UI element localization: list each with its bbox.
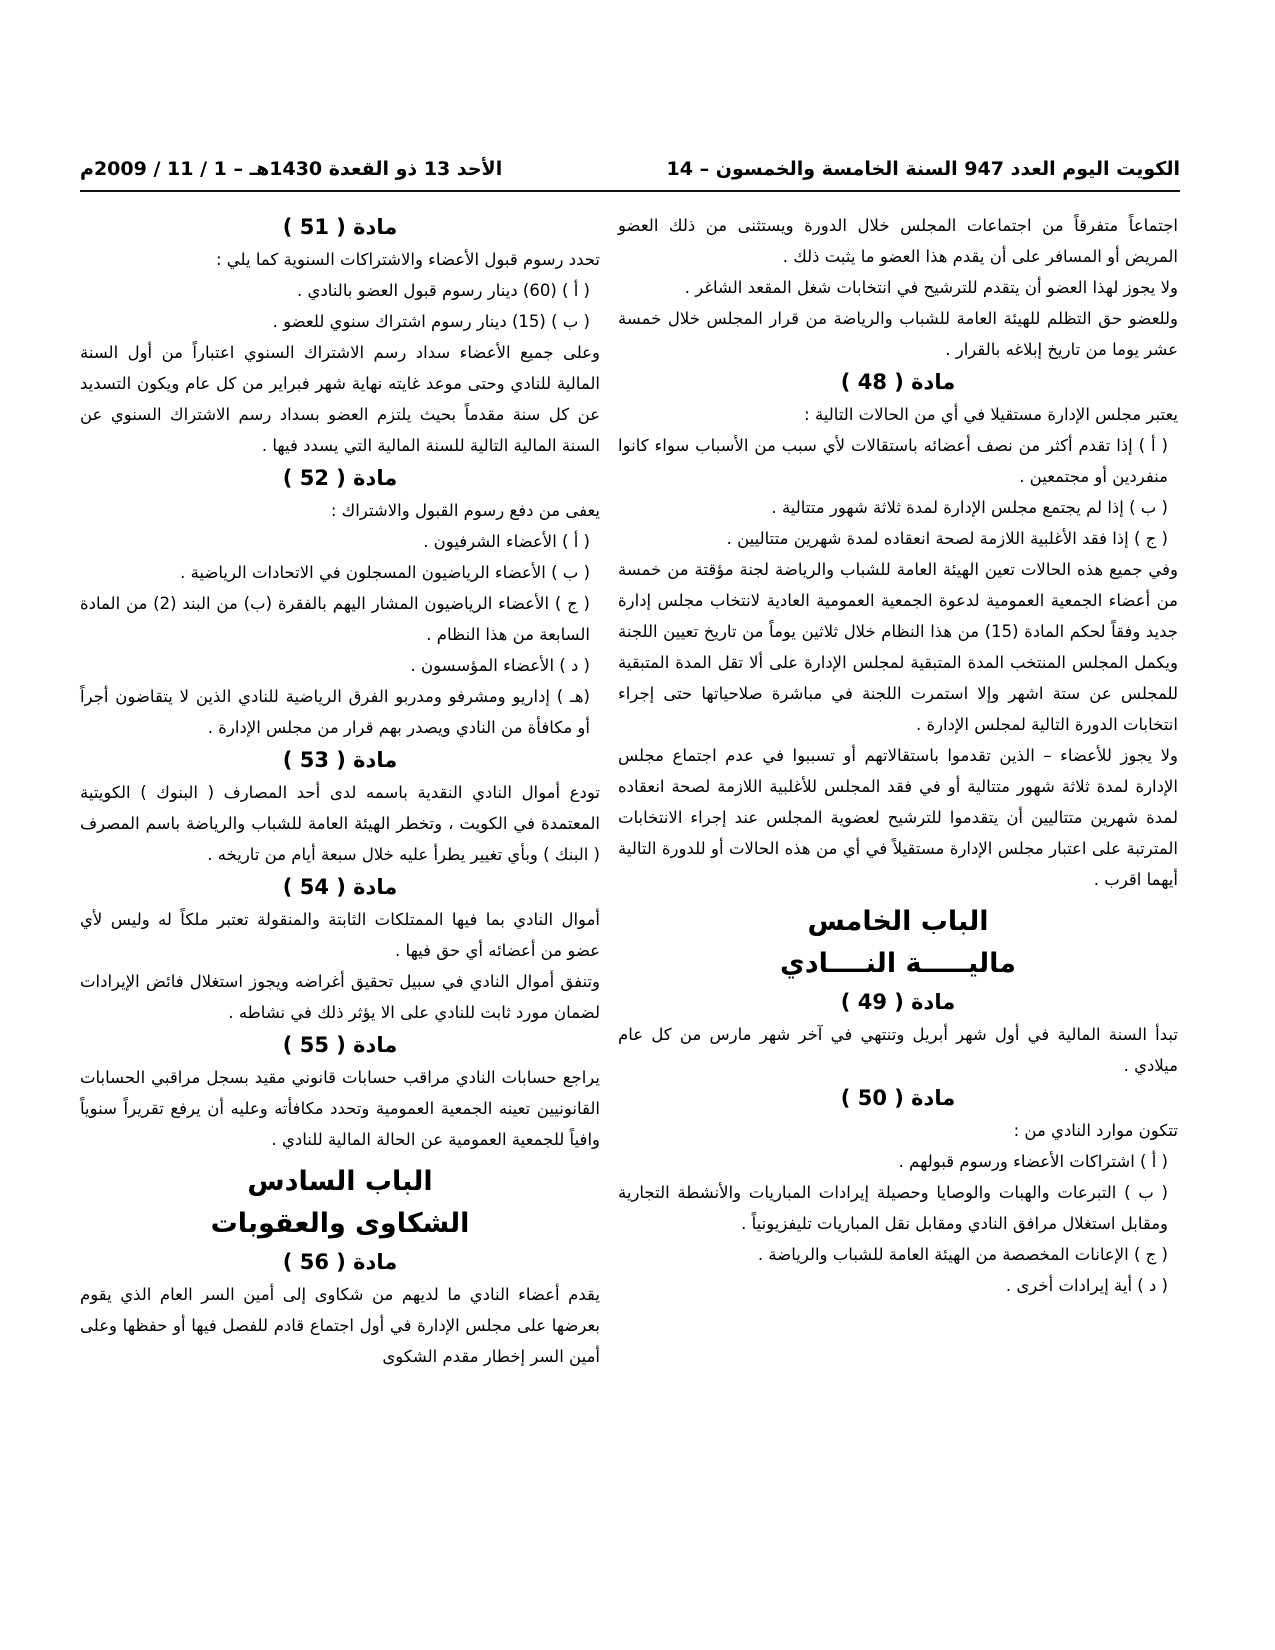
article-55-title: مادة ( 55 ) bbox=[282, 1033, 398, 1057]
paragraph: ولا يجوز للأعضاء – الذين تقدموا باستقالاتهم أو تسببوا في عدم اجتماع مجلس الإدارة لمدة ثلاثة شهور متتالية أو في فقد المجلس للأغلبية اللازمة لصحة انعقاده لمدة شهرين متتاليين أن يتقدموا للترشيح لعضوية المجلس عند إجراء الانتخابات المترتبة على اعتبار مجلس الإدارة مستقيلاً في أي من هذه الحالات أو للدورة التالية أيهما اقرب . bbox=[618, 746, 1178, 889]
article-55-text: يراجع حسابات النادي مراقب حسابات قانوني مقيد بسجل مراقبي الحسابات القانونيين تعينه الجمعية العمومية وتحدد مكافأته وعليه أن يرفع تقريراً سنوياً وافياً للجمعية العمومية عن الحالة المالية للنادي . bbox=[80, 1068, 600, 1149]
chapter-5-title: ماليـــــة النــــادي bbox=[780, 948, 1016, 979]
article-52-item-d: ( د ) الأعضاء المؤسسون . bbox=[410, 656, 590, 675]
article-51-intro: تحدد رسوم قبول الأعضاء والاشتراكات السنوية كما يلي : bbox=[216, 250, 600, 269]
article-50-item-b: ( ب ) التبرعات والهبات والوصايا وحصيلة إيرادات المباريات والأنشطة التجارية ومقابل استغلال مرافق النادي ومقابل نقل المباريات تليفزيونياً . bbox=[618, 1183, 1168, 1233]
article-48-item-c: ( ج ) إذا فقد الأغلبية اللازمة لصحة انعقاده لمدة شهرين متتاليين . bbox=[726, 529, 1168, 548]
header-date: الأحد 13 ذو القعدة 1430هـ – 1 / 11 / 2009م bbox=[80, 158, 503, 180]
article-52-item-e: (هـ ) إداريو ومشرفو ومدربو الفرق الرياضية للنادي الذين لا يتقاضون أجراً أو مكافأة من النادي ويصدر بهم قرار من مجلس الإدارة . bbox=[80, 687, 590, 737]
article-50-item-d: ( د ) أية إيرادات أخرى . bbox=[1005, 1276, 1168, 1295]
paragraph: أموال النادي بما فيها الممتلكات الثابتة والمنقولة تعتبر ملكاً له وليس لأي عضو من أعضائه أي حق فيها . bbox=[80, 910, 600, 960]
chapter-5-heading: الباب الخامس bbox=[807, 906, 989, 937]
paragraph: ولا يجوز لهذا العضو أن يتقدم للترشيح في انتخابات شغل المقعد الشاغر . bbox=[684, 278, 1178, 297]
article-53-title: مادة ( 53 ) bbox=[282, 748, 398, 772]
paragraph: وللعضو حق التظلم للهيئة العامة للشباب والرياضة من قرار المجلس خلال خمسة عشر يوما من تاريخ إبلاغه بالقرار . bbox=[618, 309, 1178, 359]
paragraph: وفي جميع هذه الحالات تعين الهيئة العامة للشباب والرياضة لجنة مؤقتة من خمسة من أعضاء الجمعية العمومية لدعوة الجمعية العمومية العادية لانتخاب مجلس إدارة جديد وفقاً لحكم المادة (15) من هذا النظام خلال ثلاثين يوماً من تاريخ تعيين اللجنة ويكمل المجلس المنتخب المدة المتبقية لمجلس الإدارة على ألا تقل المدة المتبقية للمجلس عن ستة اشهر وإلا استمرت اللجنة في مباشرة صلاحياتها حتى إجراء انتخابات الدورة التالية لمجلس الإدارة . bbox=[618, 560, 1178, 734]
article-48-title: مادة ( 48 ) bbox=[840, 370, 956, 394]
article-50-title: مادة ( 50 ) bbox=[840, 1086, 956, 1110]
article-51-item-a: ( أ ) (60) دينار رسوم قبول العضو بالنادي . bbox=[297, 281, 590, 300]
page-header bbox=[80, 158, 1180, 188]
article-54-title: مادة ( 54 ) bbox=[282, 875, 398, 899]
header-publication-info: الكويت اليوم العدد 947 السنة الخامسة والخمسون – 14 bbox=[666, 158, 1180, 180]
article-48-intro: يعتبر مجلس الإدارة مستقيلا في أي من الحالات التالية : bbox=[804, 405, 1178, 424]
article-50-intro: تتكون موارد النادي من : bbox=[1013, 1121, 1178, 1140]
article-56-title: مادة ( 56 ) bbox=[282, 1250, 398, 1274]
article-48-item-a: ( أ ) إذا تقدم أكثر من نصف أعضائه باستقالات لأي سبب من الأسباب سواء كانوا منفردين أو مجتمعين . bbox=[618, 436, 1168, 486]
paragraph: وتنفق أموال النادي في سبيل تحقيق أغراضه ويجوز استغلال فائض الإيرادات لضمان مورد ثابت للنادي على الا يؤثر ذلك في نشاطه . bbox=[80, 972, 600, 1022]
article-49-text: تبدأ السنة المالية في أول شهر أبريل وتنتهي في آخر شهر مارس من كل عام ميلادي . bbox=[618, 1025, 1178, 1075]
article-48-item-b: ( ب ) إذا لم يجتمع مجلس الإدارة لمدة ثلاثة شهور متتالية . bbox=[771, 498, 1168, 517]
article-52-item-c: ( ج ) الأعضاء الرياضيون المشار اليهم بالفقرة (ب) من البند (2) من المادة السابعة من هذا النظام . bbox=[80, 594, 590, 644]
paragraph: اجتماعاً متفرقاً من اجتماعات المجلس خلال الدورة ويستثنى من ذلك العضو المريض أو المسافر على أن يقدم هذا العضو ما يثبت ذلك . bbox=[618, 216, 1178, 266]
article-52-item-b: ( ب ) الأعضاء الرياضيون المسجلون في الاتحادات الرياضية . bbox=[180, 563, 590, 582]
chapter-6-heading: الباب السادس bbox=[247, 1166, 433, 1197]
article-51-title: مادة ( 51 ) bbox=[282, 215, 398, 239]
article-50-item-a: ( أ ) اشتراكات الأعضاء ورسوم قبولهم . bbox=[898, 1152, 1168, 1171]
article-53-text: تودع أموال النادي النقدية باسمه لدى أحد المصارف ( البنوك ) الكويتية المعتمدة في الكويت ، وتخطر الهيئة العامة للشباب والرياضة باسم المصرف ( البنك ) وبأي تغيير يطرأ عليه خلال سبعة أيام من تاريخه . bbox=[80, 783, 600, 864]
article-56-text: يقدم أعضاء النادي ما لديهم من شكاوى إلى أمين السر العام الذي يقوم بعرضها على مجلس الإدارة في أول اجتماع قادم للفصل فيها أو حفظها وعلى أمين السر إخطار مقدم الشكوى bbox=[80, 1285, 600, 1366]
chapter-6-title: الشكاوى والعقوبات bbox=[210, 1208, 470, 1239]
article-52-intro: يعفى من دفع رسوم القبول والاشتراك : bbox=[330, 501, 600, 520]
paragraph: وعلى جميع الأعضاء سداد رسم الاشتراك السنوي اعتباراً من أول السنة المالية للنادي وحتى موعد غايته نهاية شهر فبراير من كل عام ويكون التسديد عن كل سنة مقدماً بحيث يلتزم العضو بسداد رسم الاشتراك السنوي عن السنة المالية التالية للسنة المالية التي يسدد فيها . bbox=[80, 343, 600, 455]
right-column bbox=[618, 210, 1178, 1301]
article-49-title: مادة ( 49 ) bbox=[840, 990, 956, 1014]
left-column bbox=[80, 210, 600, 1372]
article-51-item-b: ( ب ) (15) دينار رسوم اشتراك سنوي للعضو . bbox=[272, 312, 590, 331]
article-52-title: مادة ( 52 ) bbox=[282, 466, 398, 490]
article-50-item-c: ( ج ) الإعانات المخصصة من الهيئة العامة للشباب والرياضة . bbox=[757, 1245, 1168, 1264]
header-divider bbox=[80, 190, 1180, 192]
article-52-item-a: ( أ ) الأعضاء الشرفيون . bbox=[423, 532, 590, 551]
